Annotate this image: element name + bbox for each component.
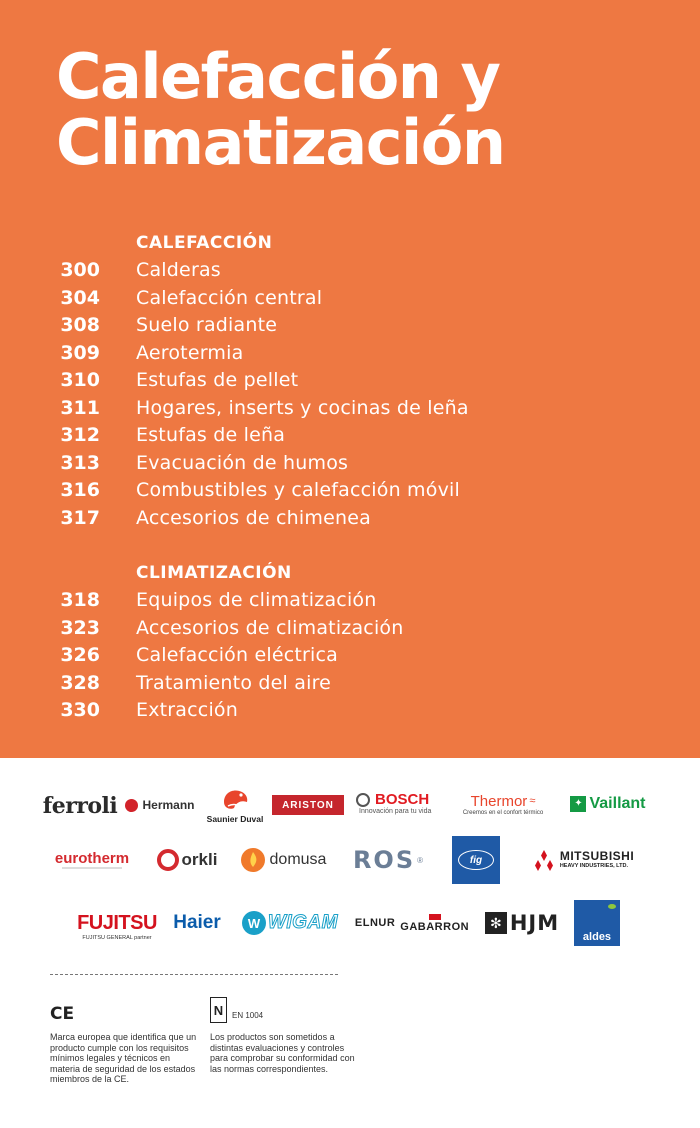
toc-page-number: 310 [60, 369, 100, 391]
logo-elnur-gabarron: ELNUR GABARRON [352, 910, 472, 936]
climate-heading: CLIMATIZACIÓN [136, 563, 292, 583]
logo-wigam: W WIGAM [238, 908, 342, 938]
logo-haier: Haier [173, 912, 221, 933]
logo-ros: ROS ® [352, 846, 424, 874]
fig-oval: fig [458, 850, 494, 870]
toc-label: Evacuación de humos [136, 451, 349, 474]
toc-page-number: 330 [60, 699, 100, 721]
toc-entry[interactable] [0, 587, 700, 614]
toc-entry[interactable] [0, 642, 700, 669]
toc-label: Hogares, inserts y cocinas de leña [136, 396, 469, 419]
toc-page-number: 312 [60, 424, 100, 446]
toc-page-number: 326 [60, 644, 100, 666]
eurotherm-underline [62, 867, 122, 869]
toc-entry[interactable] [0, 477, 700, 504]
bosch-armature-icon [356, 793, 370, 807]
toc-entry[interactable] [0, 340, 700, 367]
ce-description: Marca europea que identifica que un producto cumple con los requisitos mínimos legales y técnicos en materia de seguridad de los estados miembros de la CE. [50, 1032, 197, 1084]
toc-page-number: 300 [60, 259, 100, 281]
saunier-bird-icon [220, 786, 250, 814]
en1004-description: Los productos son sometidos a distintas evaluaciones y controles para comprobar su conformidad con las normas correspondientes. [210, 1032, 355, 1074]
vaillant-hare-icon: ✦ [570, 796, 586, 812]
toc-label: Extracción [136, 699, 238, 721]
title-line-1: Calefacción y [56, 40, 500, 113]
toc-page-number: 317 [60, 506, 100, 529]
toc-entry[interactable] [0, 257, 700, 284]
toc-page-number: 323 [60, 616, 100, 639]
toc-entry[interactable] [0, 670, 700, 697]
registered-icon: ® [417, 855, 424, 865]
en1004-icon: N [210, 997, 227, 1023]
toc-page-number: 313 [60, 451, 100, 474]
logo-fujitsu: FUJITSU FUJITSU GENERAL partner [77, 911, 157, 941]
logo-eurotherm: eurotherm [54, 849, 130, 867]
toc-page-number: 304 [60, 286, 100, 309]
toc-label: Accesorios de chimenea [136, 506, 371, 529]
toc-entry[interactable] [0, 505, 700, 532]
page-title [56, 40, 505, 179]
hjm-flake-icon: ✻ [485, 912, 507, 934]
toc-entry[interactable] [0, 697, 700, 724]
orkli-ring-icon [157, 849, 179, 871]
toc-label: Calderas [136, 259, 221, 281]
toc-label: Equipos de climatización [136, 589, 377, 611]
toc-label: Accesorios de climatización [136, 616, 404, 639]
toc-label: Tratamiento del aire [136, 671, 332, 694]
toc-entry[interactable] [0, 615, 700, 642]
toc-label: Combustibles y calefacción móvil [136, 479, 460, 501]
toc-label: Estufas de pellet [136, 369, 299, 391]
toc-page-number: 316 [60, 479, 100, 501]
logo-bosch: BOSCH Innovación para tu vida [356, 786, 442, 820]
logo-fig [452, 836, 500, 884]
toc-page-number: 328 [60, 671, 100, 694]
logo-orkli: orkli [150, 846, 224, 874]
logo-domusa: domusa [238, 844, 328, 876]
toc-label: Calefacción eléctrica [136, 644, 339, 666]
logo-vaillant: ✦ Vaillant [566, 792, 650, 816]
title-line-2: Climatización [56, 106, 505, 179]
gabarron-red-mark [429, 914, 441, 920]
ce-mark-icon: CE [50, 1004, 75, 1024]
toc-entry[interactable] [0, 450, 700, 477]
logo-saunier-duval: Saunier Duval [206, 782, 264, 828]
toc-page-number: 318 [60, 589, 100, 611]
logo-aldes: aldes [574, 900, 620, 946]
heating-heading: CALEFACCIÓN [136, 233, 273, 253]
logo-hermann: Hermann [122, 794, 198, 816]
en1004-label: EN 1004 [232, 1011, 264, 1020]
toc-entry[interactable] [0, 367, 700, 394]
logo-hjm: ✻ HJM [482, 908, 562, 938]
hermann-mark-icon [125, 799, 138, 812]
toc-label: Aerotermia [136, 341, 244, 364]
toc-entry[interactable] [0, 422, 700, 449]
dashed-divider [50, 974, 338, 975]
toc-page-number: 309 [60, 341, 100, 364]
toc-label: Suelo radiante [136, 314, 278, 336]
logo-ferroli: ferroli [42, 793, 118, 819]
toc-label: Estufas de leña [136, 424, 286, 446]
mitsubishi-diamonds-icon [532, 850, 556, 872]
logo-thermor: Thermor ≈ Creemos en el confort térmico [462, 792, 544, 816]
toc-page-number: 308 [60, 314, 100, 336]
thermor-wave-icon: ≈ [529, 795, 536, 807]
toc-page-number: 311 [60, 396, 100, 419]
logo-ariston: ARISTON [272, 795, 344, 815]
wigam-w-icon: W [242, 911, 266, 935]
domusa-flame-icon [240, 847, 266, 873]
toc-entry[interactable] [0, 395, 700, 422]
logo-mitsubishi: MITSUBISHI HEAVY INDUSTRIES, LTD. [514, 848, 652, 874]
toc-entry[interactable] [0, 312, 700, 339]
toc-label: Calefacción central [136, 286, 323, 309]
aldes-leaf-icon [608, 904, 616, 909]
toc-entry[interactable] [0, 285, 700, 312]
